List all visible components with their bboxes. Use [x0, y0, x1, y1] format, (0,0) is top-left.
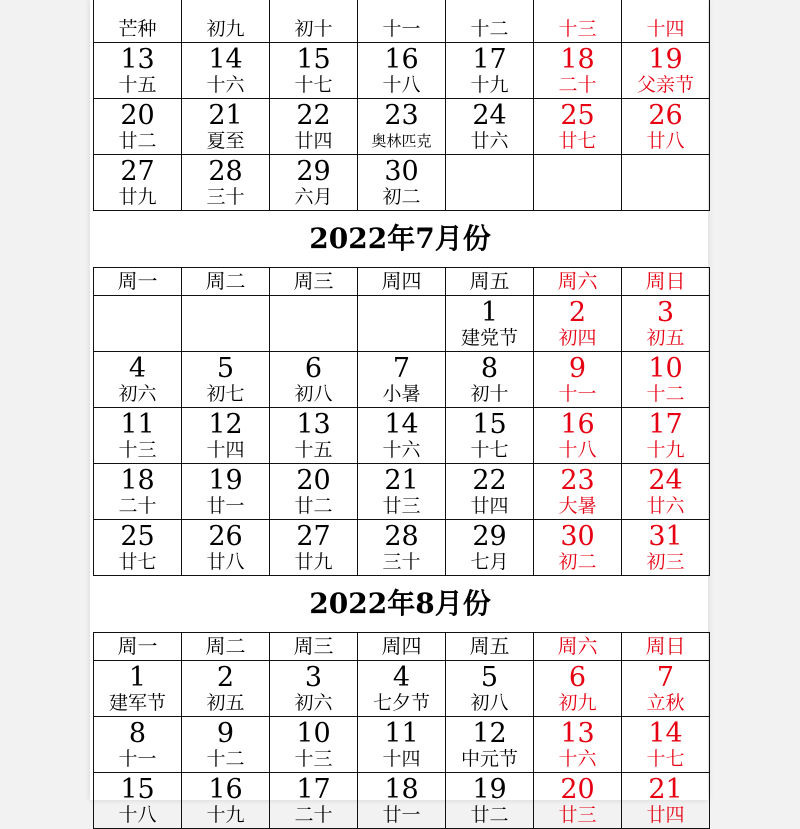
lunar-or-festival-label [622, 186, 709, 210]
day-cell [270, 43, 358, 99]
lunar-or-festival-label: 廿六 [646, 495, 685, 517]
day-number: 19 [472, 774, 507, 805]
month-block [93, 211, 707, 576]
day-number [94, 296, 181, 327]
day-cell [182, 99, 270, 155]
day-cell [94, 352, 182, 408]
day-cell [622, 155, 710, 211]
day-number: 30 [560, 521, 595, 552]
day-number [622, 0, 709, 18]
day-cell [534, 43, 622, 99]
day-number: 12 [208, 409, 243, 440]
lunar-or-festival-label: 廿三 [382, 495, 421, 517]
day-cell [270, 0, 358, 43]
lunar-or-festival-label: 十二 [206, 748, 245, 770]
day-cell [94, 155, 182, 211]
calendar-canvas [93, 0, 707, 829]
day-cell [446, 43, 534, 99]
day-number: 5 [480, 662, 499, 693]
day-cell [534, 155, 622, 211]
day-number: 28 [208, 156, 243, 187]
lunar-or-festival-label: 二十 [294, 804, 333, 826]
day-number: 4 [392, 662, 411, 693]
day-cell [534, 773, 622, 829]
lunar-or-festival-label: 初八 [470, 692, 509, 714]
day-cell [358, 0, 446, 43]
day-cell [446, 99, 534, 155]
day-cell [446, 773, 534, 829]
month-calendar-grid [93, 0, 710, 211]
lunar-or-festival-label: 十九 [470, 74, 509, 96]
lunar-or-festival-label: 十六 [206, 74, 245, 96]
day-number: 5 [216, 353, 235, 384]
day-number: 10 [296, 718, 331, 749]
day-cell [270, 155, 358, 211]
day-cell [534, 408, 622, 464]
day-cell [270, 464, 358, 520]
lunar-or-festival-label: 初十 [470, 383, 509, 405]
day-number: 27 [296, 521, 331, 552]
day-cell [446, 296, 534, 352]
day-cell [94, 773, 182, 829]
lunar-or-festival-label: 十九 [206, 804, 245, 826]
day-cell [358, 408, 446, 464]
day-cell [182, 464, 270, 520]
lunar-or-festival-label: 十七 [294, 74, 333, 96]
day-cell [534, 296, 622, 352]
day-number: 17 [296, 774, 331, 805]
lunar-or-festival-label: 初五 [646, 327, 685, 349]
day-cell [622, 661, 710, 717]
lunar-or-festival-label: 大暑 [558, 495, 597, 517]
lunar-or-festival-label: 十一 [382, 18, 421, 40]
week-row [94, 661, 710, 717]
day-cell [182, 155, 270, 211]
day-number: 2 [216, 662, 235, 693]
day-cell [94, 520, 182, 576]
lunar-or-festival-label [94, 327, 181, 351]
week-row [94, 408, 710, 464]
lunar-or-festival-label: 十二 [646, 383, 685, 405]
day-number: 8 [480, 353, 499, 384]
day-number: 18 [384, 774, 419, 805]
day-number [94, 0, 181, 18]
day-cell [358, 773, 446, 829]
day-cell [94, 43, 182, 99]
lunar-or-festival-label: 初六 [118, 383, 157, 405]
day-number: 8 [128, 718, 147, 749]
day-number: 29 [296, 156, 331, 187]
week-row [94, 773, 710, 829]
day-cell [622, 773, 710, 829]
month-block [93, 576, 707, 829]
weekday-header: 周六 [534, 633, 622, 661]
day-number: 10 [648, 353, 683, 384]
day-number: 4 [128, 353, 147, 384]
lunar-or-festival-label: 廿七 [558, 130, 597, 152]
day-cell [182, 661, 270, 717]
day-number: 14 [384, 409, 419, 440]
lunar-or-festival-label: 十九 [646, 439, 685, 461]
day-number: 6 [304, 353, 323, 384]
day-cell [446, 520, 534, 576]
day-number [358, 0, 445, 18]
lunar-or-festival-label: 三十 [382, 551, 421, 573]
lunar-or-festival-label: 初二 [558, 551, 597, 573]
month-title: 2022年7月份 [309, 222, 491, 255]
lunar-or-festival-label: 十四 [206, 439, 245, 461]
day-number: 16 [208, 774, 243, 805]
day-number: 31 [648, 521, 683, 552]
lunar-or-festival-label: 父亲节 [636, 74, 694, 96]
day-cell [446, 155, 534, 211]
week-row [94, 520, 710, 576]
day-cell [534, 0, 622, 43]
month-title: 2022年8月份 [309, 587, 491, 620]
day-cell [622, 717, 710, 773]
day-number: 3 [304, 662, 323, 693]
lunar-or-festival-label: 中元节 [460, 748, 518, 770]
day-cell [446, 352, 534, 408]
day-number: 14 [208, 44, 243, 75]
day-number: 15 [120, 774, 155, 805]
day-cell [534, 717, 622, 773]
day-cell [446, 408, 534, 464]
lunar-or-festival-label: 初九 [558, 692, 597, 714]
day-cell [534, 99, 622, 155]
lunar-or-festival-label: 建党节 [460, 327, 518, 349]
lunar-or-festival-label: 夏至 [206, 130, 245, 152]
lunar-or-festival-label: 立秋 [646, 692, 685, 714]
lunar-or-festival-label: 十七 [646, 748, 685, 770]
day-cell [446, 464, 534, 520]
lunar-or-festival-label: 十四 [646, 18, 685, 40]
weekday-header: 周日 [622, 268, 710, 296]
day-cell [446, 661, 534, 717]
lunar-or-festival-label: 十八 [558, 439, 597, 461]
weekday-header: 周五 [446, 633, 534, 661]
lunar-or-festival-label: 初十 [294, 18, 333, 40]
day-cell [182, 0, 270, 43]
day-cell [358, 464, 446, 520]
lunar-or-festival-label [534, 186, 621, 210]
day-number: 19 [208, 465, 243, 496]
day-cell [94, 0, 182, 43]
day-number: 14 [648, 718, 683, 749]
week-row [94, 464, 710, 520]
day-cell [358, 352, 446, 408]
lunar-or-festival-label [358, 327, 445, 351]
day-cell [94, 464, 182, 520]
day-number: 1 [128, 662, 147, 693]
day-cell [622, 408, 710, 464]
day-cell [270, 717, 358, 773]
week-row [94, 0, 710, 43]
weekday-header: 周二 [182, 633, 270, 661]
day-cell [358, 155, 446, 211]
day-number [270, 296, 357, 327]
day-cell [182, 296, 270, 352]
day-number: 3 [656, 297, 675, 328]
day-cell [534, 464, 622, 520]
day-number [534, 155, 621, 186]
day-cell [622, 464, 710, 520]
day-cell [94, 99, 182, 155]
day-number: 21 [648, 774, 683, 805]
lunar-or-festival-label: 廿一 [206, 495, 245, 517]
day-number: 16 [560, 409, 595, 440]
day-number: 26 [208, 521, 243, 552]
day-cell [182, 717, 270, 773]
lunar-or-festival-label [270, 327, 357, 351]
day-number: 24 [648, 465, 683, 496]
weekday-header: 周四 [358, 633, 446, 661]
day-cell [182, 520, 270, 576]
lunar-or-festival-label: 十一 [558, 383, 597, 405]
day-number [534, 0, 621, 18]
lunar-or-festival-label: 十三 [558, 18, 597, 40]
lunar-or-festival-label: 十三 [118, 439, 157, 461]
day-number [446, 0, 533, 18]
day-cell [94, 408, 182, 464]
day-number: 1 [480, 297, 499, 328]
lunar-or-festival-label: 初二 [382, 186, 421, 208]
week-row [94, 43, 710, 99]
day-number: 16 [384, 44, 419, 75]
day-cell [446, 0, 534, 43]
day-cell [358, 296, 446, 352]
lunar-or-festival-label: 十五 [294, 439, 333, 461]
day-number [622, 155, 709, 186]
day-cell [534, 520, 622, 576]
lunar-or-festival-label: 七月 [470, 551, 509, 573]
day-number: 2 [568, 297, 587, 328]
day-number [358, 296, 445, 327]
month-calendar-grid [93, 632, 710, 829]
month-calendar-grid [93, 267, 710, 576]
day-number: 25 [560, 100, 595, 131]
day-number: 9 [568, 353, 587, 384]
lunar-or-festival-label: 廿九 [294, 551, 333, 573]
lunar-or-festival-label: 十二 [470, 18, 509, 40]
lunar-or-festival-label: 廿六 [470, 130, 509, 152]
lunar-or-festival-label: 初三 [646, 551, 685, 573]
lunar-or-festival-label: 廿七 [118, 551, 157, 573]
day-number [182, 0, 269, 18]
day-cell [270, 661, 358, 717]
weekday-header: 周三 [270, 633, 358, 661]
lunar-or-festival-label: 初四 [558, 327, 597, 349]
day-cell [358, 661, 446, 717]
day-cell [182, 773, 270, 829]
day-number [446, 155, 533, 186]
weekday-header: 周五 [446, 268, 534, 296]
lunar-or-festival-label [446, 186, 533, 210]
weekday-header: 周日 [622, 633, 710, 661]
day-number: 20 [560, 774, 595, 805]
lunar-or-festival-label: 十八 [118, 804, 157, 826]
day-number: 21 [384, 465, 419, 496]
day-cell [358, 43, 446, 99]
lunar-or-festival-label: 十六 [558, 748, 597, 770]
lunar-or-festival-label: 十七 [470, 439, 509, 461]
lunar-or-festival-label: 廿八 [206, 551, 245, 573]
day-number: 11 [384, 718, 419, 749]
month-block [93, 0, 707, 211]
day-number: 21 [208, 100, 243, 131]
lunar-or-festival-label: 建军节 [108, 692, 166, 714]
day-number: 20 [296, 465, 331, 496]
weekday-header: 周六 [534, 268, 622, 296]
day-number: 30 [384, 156, 419, 187]
day-number: 27 [120, 156, 155, 187]
lunar-or-festival-label: 十一 [118, 748, 157, 770]
day-cell [622, 520, 710, 576]
lunar-or-festival-label: 初六 [294, 692, 333, 714]
day-cell [270, 352, 358, 408]
day-cell [94, 296, 182, 352]
day-cell [270, 408, 358, 464]
day-number: 26 [648, 100, 683, 131]
week-row [94, 155, 710, 211]
day-number: 23 [560, 465, 595, 496]
day-cell [534, 661, 622, 717]
lunar-or-festival-label: 廿一 [382, 804, 421, 826]
weekday-header: 周一 [94, 633, 182, 661]
day-number: 29 [472, 521, 507, 552]
week-row [94, 99, 710, 155]
day-number: 28 [384, 521, 419, 552]
day-cell [622, 296, 710, 352]
lunar-or-festival-label: 初七 [206, 383, 245, 405]
weekday-header: 周一 [94, 268, 182, 296]
day-cell [358, 99, 446, 155]
day-cell [94, 661, 182, 717]
weekday-header: 周三 [270, 268, 358, 296]
day-number: 19 [648, 44, 683, 75]
weekday-header: 周四 [358, 268, 446, 296]
day-cell [270, 520, 358, 576]
day-number: 15 [472, 409, 507, 440]
day-number: 25 [120, 521, 155, 552]
day-cell [622, 0, 710, 43]
day-cell [182, 352, 270, 408]
day-number: 13 [296, 409, 331, 440]
day-number: 9 [216, 718, 235, 749]
lunar-or-festival-label: 二十 [118, 495, 157, 517]
lunar-or-festival-label [182, 327, 269, 351]
day-number: 22 [472, 465, 507, 496]
lunar-or-festival-label: 廿九 [118, 186, 157, 208]
day-cell [182, 408, 270, 464]
day-number: 7 [656, 662, 675, 693]
day-number: 17 [472, 44, 507, 75]
lunar-or-festival-label: 廿二 [470, 804, 509, 826]
day-number: 24 [472, 100, 507, 131]
day-number: 18 [560, 44, 595, 75]
lunar-or-festival-label: 初九 [206, 18, 245, 40]
day-number: 13 [120, 44, 155, 75]
day-cell [270, 99, 358, 155]
day-number: 11 [120, 409, 155, 440]
day-cell [622, 43, 710, 99]
day-cell [94, 717, 182, 773]
day-cell [270, 773, 358, 829]
day-cell [622, 352, 710, 408]
lunar-or-festival-label: 廿三 [558, 804, 597, 826]
day-cell [534, 352, 622, 408]
weekday-header-row [94, 268, 710, 296]
day-number: 6 [568, 662, 587, 693]
weekday-header-row [94, 633, 710, 661]
day-number: 18 [120, 465, 155, 496]
lunar-or-festival-label: 二十 [558, 74, 597, 96]
lunar-or-festival-label: 廿四 [294, 130, 333, 152]
lunar-or-festival-label: 芒种 [118, 18, 157, 40]
lunar-or-festival-label: 十四 [382, 748, 421, 770]
day-cell [358, 717, 446, 773]
lunar-or-festival-label: 十六 [382, 439, 421, 461]
day-number: 23 [384, 100, 419, 131]
lunar-or-festival-label: 小暑 [382, 383, 421, 405]
lunar-or-festival-label: 十五 [118, 74, 157, 96]
day-cell [182, 43, 270, 99]
lunar-or-festival-label: 廿四 [470, 495, 509, 517]
day-number: 13 [560, 718, 595, 749]
lunar-or-festival-label: 初八 [294, 383, 333, 405]
day-number: 15 [296, 44, 331, 75]
day-number: 22 [296, 100, 331, 131]
day-cell [622, 99, 710, 155]
lunar-or-festival-label: 三十 [206, 186, 245, 208]
day-number: 20 [120, 100, 155, 131]
lunar-or-festival-label: 廿二 [294, 495, 333, 517]
lunar-or-festival-label: 十八 [382, 74, 421, 96]
day-number [182, 296, 269, 327]
day-number: 12 [472, 718, 507, 749]
day-number: 17 [648, 409, 683, 440]
lunar-or-festival-label: 十三 [294, 748, 333, 770]
day-number: 7 [392, 353, 411, 384]
day-number [270, 0, 357, 18]
lunar-or-festival-label: 七夕节 [372, 692, 430, 714]
week-row [94, 296, 710, 352]
lunar-or-festival-label: 廿八 [646, 130, 685, 152]
day-cell [446, 717, 534, 773]
weekday-header: 周二 [182, 268, 270, 296]
lunar-or-festival-label: 六月 [294, 186, 333, 208]
day-cell [358, 520, 446, 576]
lunar-or-festival-label: 初五 [206, 692, 245, 714]
lunar-or-festival-label: 廿四 [646, 804, 685, 826]
day-cell [270, 296, 358, 352]
week-row [94, 717, 710, 773]
calendar-sheet [90, 0, 708, 826]
lunar-or-festival-label: 奥林匹克 [371, 132, 432, 150]
week-row [94, 352, 710, 408]
lunar-or-festival-label: 廿二 [118, 130, 157, 152]
